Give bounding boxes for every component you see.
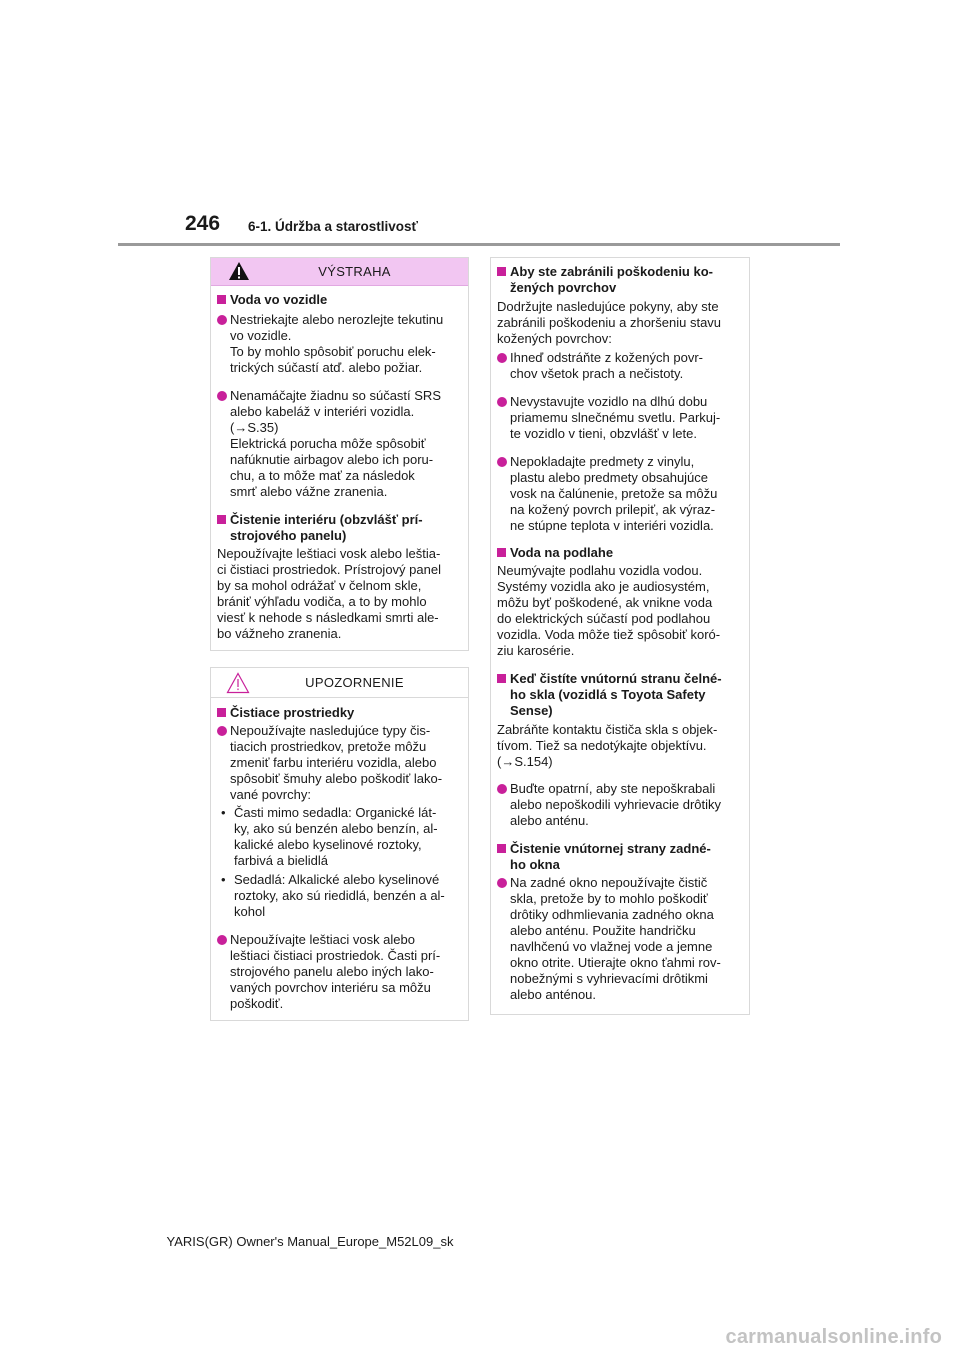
rear-window-heading: Čistenie vnútornej strany zadné- ho okna [497,841,743,873]
windshield-bullet: Buďte opatrní, aby ste nepoškrabali alebo nepoškodili vyhrievacie drôtiky alebo anténu. [497,781,743,829]
caution-bullet-1: Nepoužívajte nasledujúce typy čis- tiacich prostriedkov, pretože môžu zmeniť farbu interiéru vozidla, alebo spôsobiť šmuhy alebo poškodiť lako- vané povrchy: [217,723,461,803]
right-box [490,257,750,1015]
caution-header [211,668,468,698]
floor-water-text: Neumývajte podlahu vozidla vodou. Systémy vozidla ako je audiosystém, môžu byť poškodené, ak vnikne voda do elektrických súčastí pod podlahou vozidla. Voda môže tiež spôsobiť koró- ziu karosérie. [497,563,721,658]
caution-sub-1: • Časti mimo sedadla: Organické lát- ky, ako sú benzén alebo benzín, al- kalické alebo kyselinové roztoky, farbivá a bielidlá [217,805,461,869]
leather-bullet-1: Ihneď odstráňte z kožených povr- chov všetok prach a nečistoty. [497,350,743,382]
caution-heading: Čistiace prostriedky [217,705,461,721]
warning-heading-interior: Čistenie interiéru (obzvlášť prí- strojového panelu) [217,512,461,544]
leather-text: Dodržujte nasledujúce pokyny, aby ste zabránili poškodeniu a zhoršeniu stavu kožených povrchov: [497,299,722,346]
warning-interior-text: Nepoužívajte leštiaci vosk alebo leštia- ci čistiaci prostriedok. Prístrojový panel by sa mohol odrážať v čelnom skle, brániť výhľadu vodiča, a to by mohlo viesť k nehode s následkami smrti ale- bo vážneho zranenia. [217,546,441,641]
warning-box [210,257,469,651]
rear-window-bullet: Na zadné okno nepoužívajte čistič skla, pretože by to mohlo poškodiť drôtiky odhmlievania zadného okna alebo anténu. Použite handričku navlhčenú vo vlažnej vode a jemne okno otrite. Utierajte okno ťahmi rov- nobežnými s vyhrievacími drôtikmi alebo anténou. [497,875,743,1003]
footer-text: YARIS(GR) Owner's Manual_Europe_M52L09_sk [166,1234,454,1249]
watermark[interactable]: carmanualsonline.info [725,1326,942,1348]
warning-bullet-2: Nenamáčajte žiadnu so súčastí SRS alebo kabeláž v interiéri vozidla. (→S.35) Elektrická porucha môže spôsobiť nafúknutie airbagov alebo ich poru- chu, a to môže mať za následok smrť alebo vážne zranenia. [217,388,461,500]
warning-heading-water: Voda vo vozidle [217,292,461,308]
windshield-heading: Keď čistíte vnútornú stranu čelné- ho skla (vozidlá s Toyota Safety Sense) [497,671,743,719]
leather-bullet-2: Nevystavujte vozidlo na dlhú dobu priamemu slnečnému svetlu. Parkuj- te vozidlo v tieni, obzvlášť v lete. [497,394,743,442]
warning-title: VÝSTRAHA [318,264,391,279]
warning-header [211,258,468,286]
warning-bullet-1: Nestriekajte alebo nerozlejte tekutinu vo vozidle. To by mohlo spôsobiť poruchu elek- trických súčastí atď. alebo požiar. [217,312,461,376]
leather-heading: Aby ste zabránili poškodeniu ko- žených povrchov [497,264,743,296]
warning-body [211,286,468,642]
caution-triangle-icon [226,672,250,694]
caution-title: UPOZORNENIE [305,675,404,690]
caution-body [211,698,468,1012]
leather-bullet-3: Nepokladajte predmety z vinylu, plastu alebo predmety obsahujúce vosk na čalúnenie, pretože sa môžu na kožený povrch prilepiť, ak výraz- ne stúpne teplota v interiéri vozidla. [497,454,743,534]
caution-sub-2: • Sedadlá: Alkalické alebo kyselinové roztoky, ako sú riedidlá, benzén a al- kohol [217,872,461,920]
section-title: 6-1. Údržba a starostlivosť [248,219,419,234]
caution-bullet-2: Nepoužívajte leštiaci vosk alebo leštiaci čistiaci prostriedok. Časti prí- strojového panelu alebo iných lako- vaných povrchov interiéru sa môžu poškodiť. [217,932,461,1012]
header-rule [118,243,840,246]
page-number: 246 [185,212,221,235]
right-body [491,258,749,1003]
caution-box [210,667,469,1021]
windshield-text: Zabráňte kontaktu čističa skla s objek- tívom. Tiež sa nedotýkajte objektívu. (→S.154) [497,722,718,769]
floor-water-heading: Voda na podlahe [497,545,743,561]
warning-triangle-icon [228,261,250,281]
